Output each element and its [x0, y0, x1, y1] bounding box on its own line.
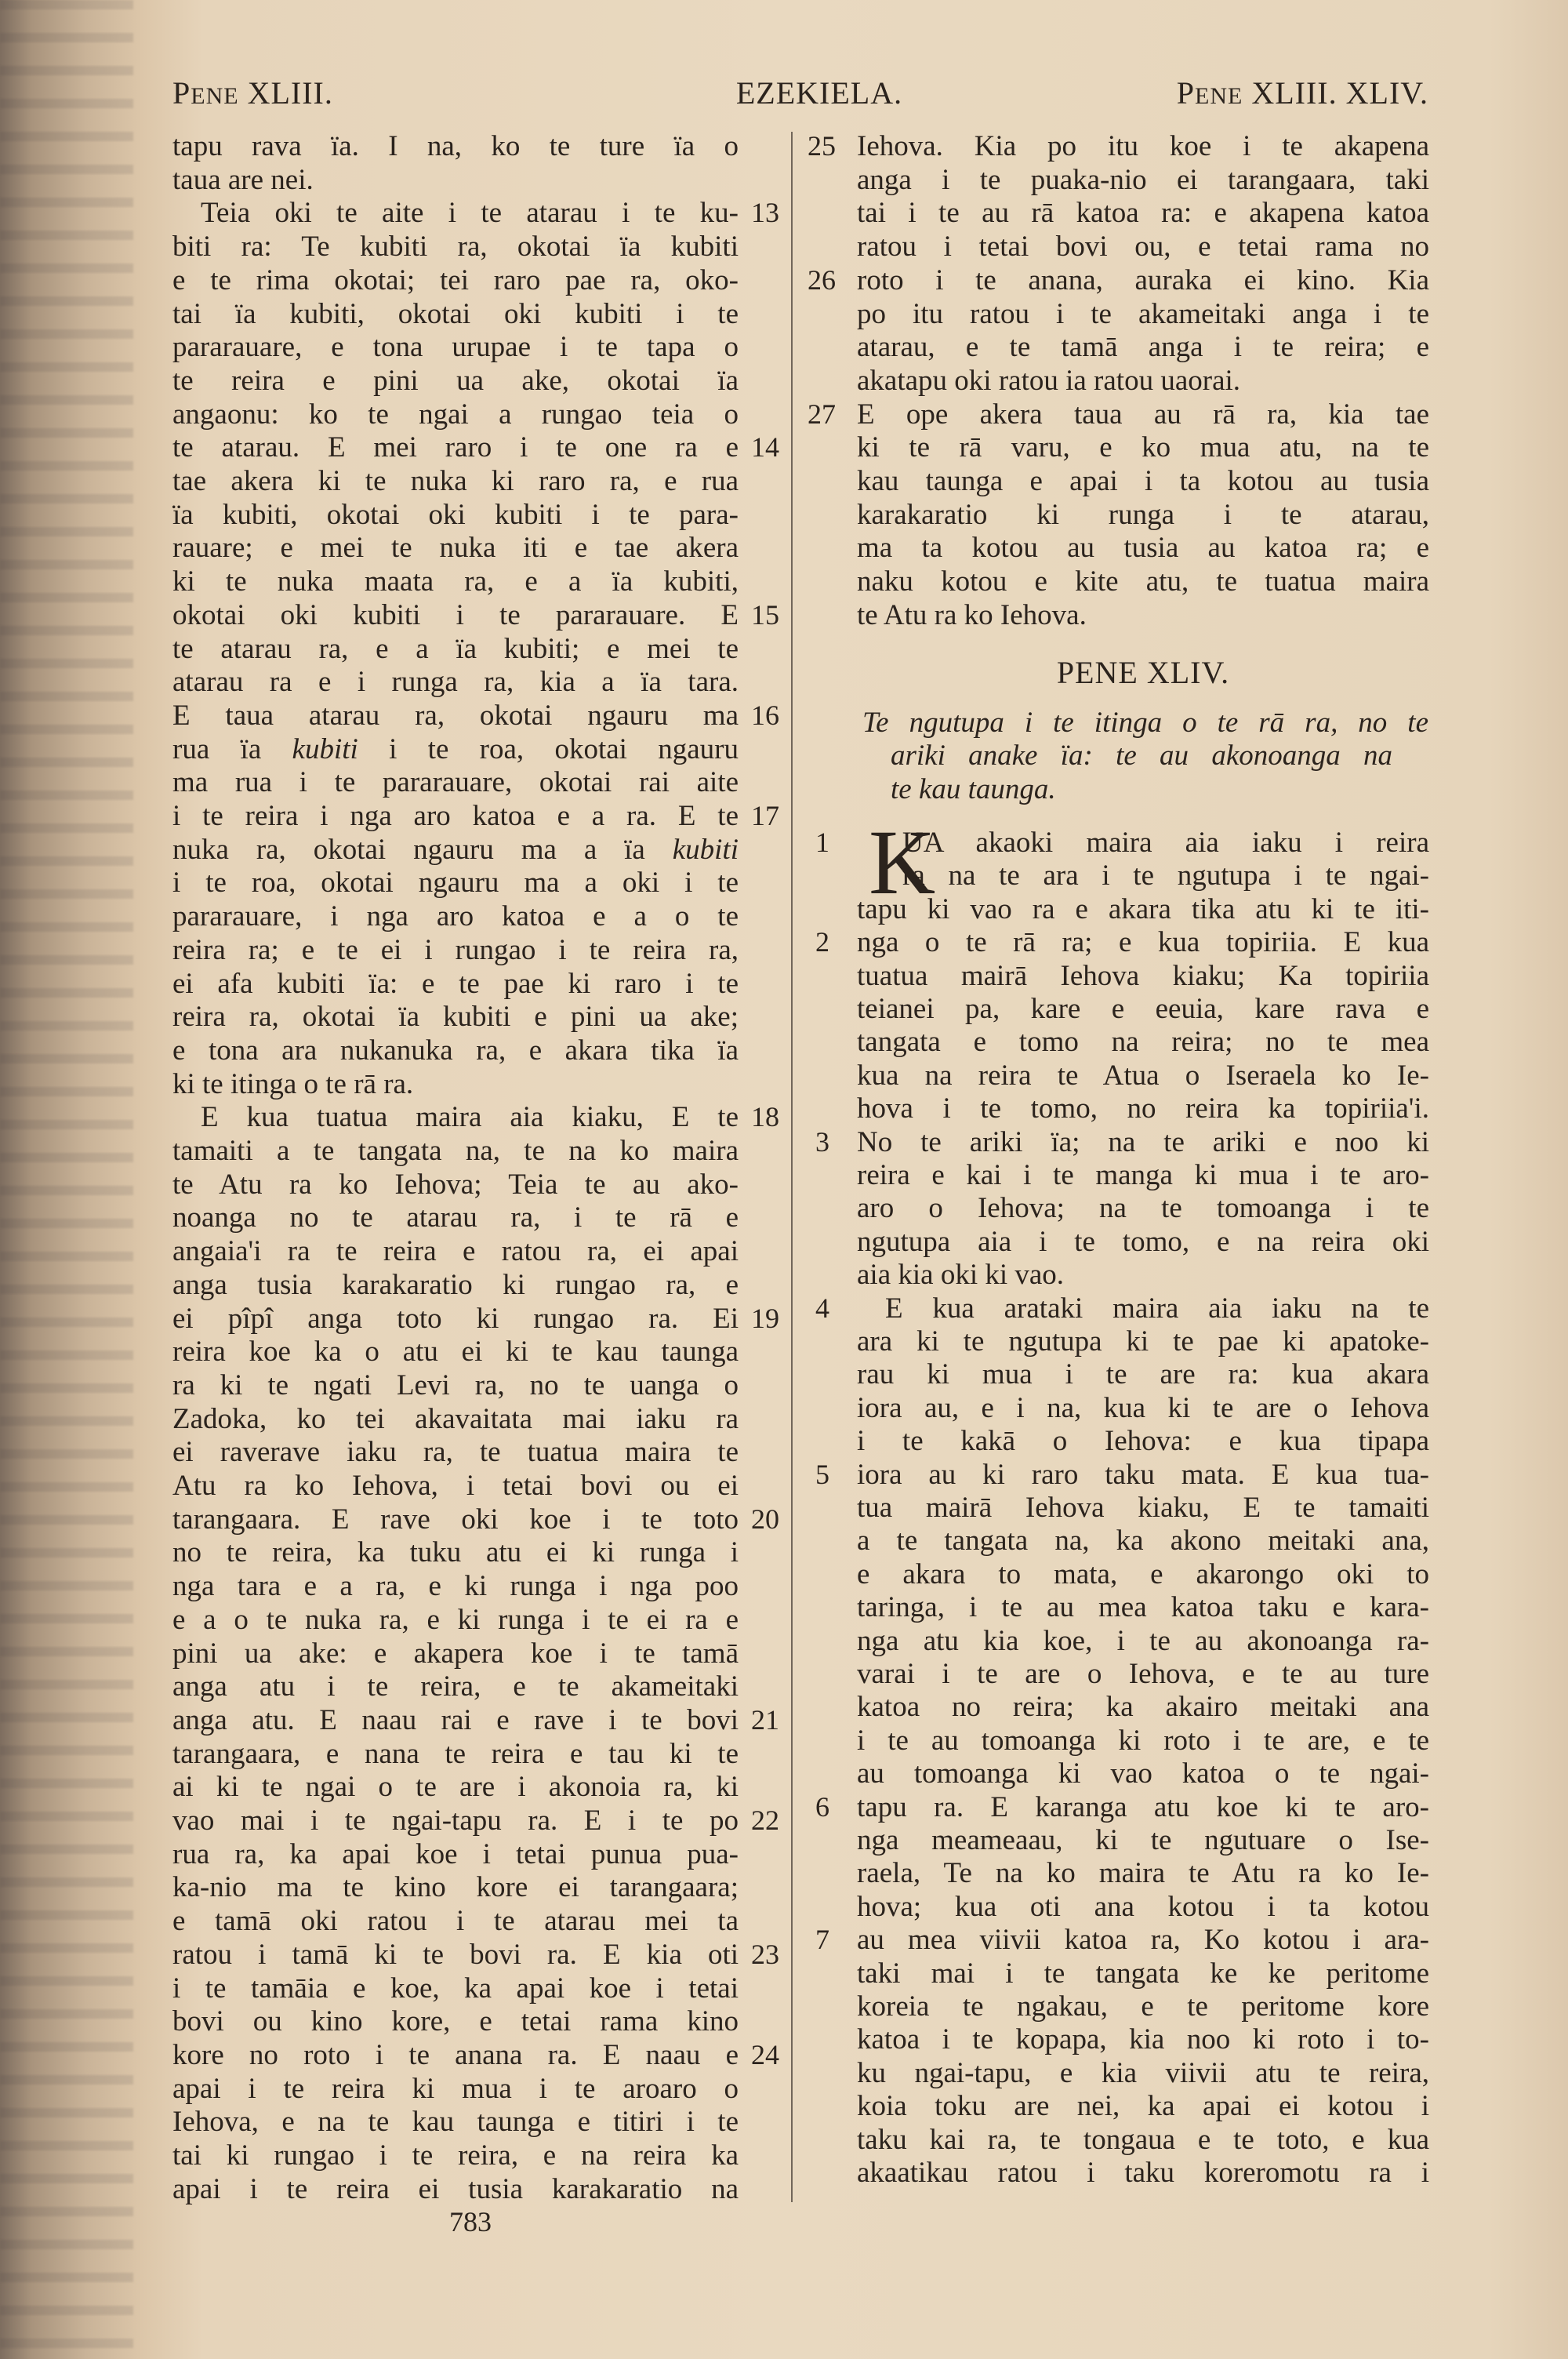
verse-number: 6	[815, 1790, 829, 1823]
text-line: te reira e pini ua ake, okotai ïa	[172, 364, 739, 397]
text-line: naku kotou e kite atu, te tuatua maira	[857, 565, 1429, 598]
text-line: okotai oki kubiti i te pararauare. E	[172, 598, 739, 631]
running-head-right	[1177, 75, 1428, 111]
text-line: koreia te ngakau, e te peritome kore	[857, 1990, 1429, 2023]
text-line	[172, 833, 739, 867]
verse-number: 4	[815, 1292, 829, 1324]
text-line: aia kia oki ki vao.	[857, 1259, 1065, 1292]
text-line: tuatua mairā Iehova kiaku; Ka topiriia	[857, 959, 1429, 992]
verse-number: 3	[815, 1125, 829, 1158]
text-line: atarau ra e i runga ra, kia a ïa tara.	[172, 666, 739, 699]
page-number: 783	[449, 2206, 492, 2237]
text-line: tua mairā Iehova kiaku, E te tamaiti	[857, 1492, 1429, 1524]
drop-cap: K	[869, 811, 936, 914]
text-line: ratou i tetai bovi ou, e tetai rama no	[857, 231, 1429, 264]
verse-number: 20	[751, 1503, 779, 1535]
text-line: No te ariki ïa; na te ariki e noo ki	[857, 1125, 1429, 1158]
text-line: varai i te are o Iehova, e te au ture	[857, 1658, 1429, 1690]
text-line: ngutupa aia i te tomo, e na reira oki	[857, 1225, 1429, 1258]
text-line: Teia oki te aite i te atarau i te ku-	[201, 197, 739, 230]
verse-number: 5	[815, 1458, 829, 1490]
text-line: au tomoanga ki vao katoa o te ngai-	[857, 1757, 1429, 1790]
text-line: ki te rā varu, e ko mua atu, na te	[857, 431, 1429, 464]
text-line: Zadoka, ko tei akavaitata mai iaku ra	[172, 1402, 739, 1435]
verse-number: 14	[751, 431, 779, 463]
text-line: E kua tuatua maira aia kiaku, E te	[201, 1101, 739, 1134]
text-line: ra na te ara i te ngutupa i te ngai-	[902, 860, 1429, 892]
verse-number: 22	[751, 1805, 779, 1836]
text-line: tapu ra. E karanga atu koe ki te aro-	[857, 1790, 1429, 1823]
text-line: akaatikau ratou i taku koreromotu ra i	[857, 2157, 1429, 2189]
text-line: anga atu i te reira, e te akameitaki	[172, 1670, 739, 1703]
text-line: kau taunga e apai i ta kotou au tusia	[857, 465, 1429, 497]
text-line: ïa kubiti, okotai oki kubiti i te para-	[172, 498, 739, 531]
text-line: e a o te nuka ra, e ki runga i te ei ra e	[172, 1603, 739, 1636]
text-line: ei raverave iaku ra, te tuatua maira te	[172, 1436, 739, 1469]
text-line: aro o Iehova; na te tomoanga i te	[857, 1192, 1429, 1225]
verse-number: 17	[751, 800, 779, 831]
text-line: a te tangata na, ka akono meitaki ana,	[857, 1525, 1429, 1558]
verse-number: 18	[751, 1101, 779, 1133]
text-line: ki te itinga o te rā ra.	[172, 1067, 414, 1100]
text-line: pini ua ake: e akapera koe i te tamā	[172, 1637, 739, 1670]
text-line	[172, 732, 739, 766]
text-line: tai ki rungao i te reira, e na reira ka	[172, 2139, 739, 2172]
running-head-right-smallcaps: ENE	[1195, 83, 1243, 109]
text-line: po itu ratou i te akameitaki anga i te	[857, 297, 1429, 330]
text-line: katoa i te kopapa, kia noo ki roto i to-	[857, 2023, 1429, 2056]
verse-number: 13	[751, 197, 779, 229]
text-line: pararauare, i nga aro katoa e a o te	[172, 900, 739, 933]
chapter-heading: PENE XLIV.	[1056, 655, 1230, 690]
text-line: iora au ki raro taku mata. E kua tua-	[857, 1458, 1429, 1491]
verse-number: 23	[751, 1938, 779, 1970]
summary-line: te kau taunga.	[891, 772, 1056, 805]
text-segment: rua ïa	[172, 732, 292, 765]
running-head-left-smallcaps: ENE	[191, 83, 239, 109]
text-line: tapu ki vao ra e akara tika atu ki te iti-	[857, 892, 1429, 925]
text-line: E ope akera taua au rā ra, kia tae	[857, 398, 1429, 431]
text-line: e tona ara nukanuka ra, e akara tika ïa	[172, 1034, 739, 1067]
text-line: te Atu ra ko Iehova; Teia te au ako-	[172, 1168, 739, 1201]
text-line: rua ra, ka apai koe i tetai punua pua-	[172, 1837, 739, 1870]
text-line: anga atu. E naau rai e rave i te bovi	[172, 1703, 739, 1736]
italic-word: kubiti	[292, 732, 358, 765]
text-line: ki te nuka maata ra, e a ïa kubiti,	[172, 565, 739, 598]
text-line: tarangaara. E rave oki koe i te toto	[172, 1503, 739, 1536]
verse-number: 26	[808, 264, 836, 296]
text-line: kore no roto i te anana ra. E naau e	[172, 2038, 739, 2071]
column-divider	[791, 132, 793, 2202]
italic-word: kubiti	[672, 833, 739, 866]
text-line: tapu rava ïa. I na, ko te ture ïa o	[172, 130, 739, 162]
text-line: noanga no te atarau ra, i te rā e	[172, 1201, 739, 1234]
text-line: taki mai i te tangata ke ke peritome	[857, 1957, 1429, 1990]
text-line: no te reira, ka tuku atu ei ki runga i	[172, 1536, 739, 1569]
summary-line: Te ngutupa i te itinga o te rā ra, no te	[862, 707, 1428, 739]
text-line: Iehova. Kia po itu koe i te akapena	[857, 130, 1429, 162]
text-line: iora au, e i na, kua ki te are o Iehova	[857, 1391, 1429, 1424]
verse-number: 1	[815, 827, 829, 858]
text-line: taua are nei.	[172, 163, 314, 196]
text-line: te Atu ra ko Iehova.	[857, 598, 1087, 631]
text-line: roto i te anana, auraka ei kino. Kia	[857, 264, 1429, 296]
text-line: apai i te reira ei tusia karakaratio na	[172, 2172, 739, 2205]
text-line: karakaratio ki runga i te atarau,	[857, 498, 1429, 531]
text-line: reira ra, okotai ïa kubiti e pini ua ake;	[172, 1001, 739, 1034]
text-line: te atarau ra, e a ïa kubiti; e mei te	[172, 632, 739, 665]
text-line: tangata e tomo na reira; no te mea	[857, 1026, 1429, 1059]
text-line: tae akera ki te nuka ki raro ra, e rua	[172, 465, 739, 497]
text-line: ara ki te ngutupa ki te pae ki apatoke-	[857, 1325, 1429, 1358]
summary-line: ariki anake ïa: te au akonoanga na	[891, 740, 1392, 772]
text-line: tamaiti a te tangata na, te na ko maira	[172, 1135, 739, 1167]
text-line: taku kai ra, te tongaua e te toto, e kua	[857, 2123, 1429, 2156]
text-line: reira ra; e te ei i rungao i te reira ra,	[172, 933, 739, 966]
text-line: atarau, e te tamā anga i te reira; e	[857, 331, 1429, 364]
running-head-left-initial: P	[172, 75, 191, 111]
running-head-left	[172, 75, 333, 111]
running-head-left-chapter: XLIII.	[238, 75, 333, 111]
verse-number: 25	[808, 130, 836, 162]
text-segment: nuka ra, okotai ngauru ma a ïa	[172, 833, 673, 866]
verse-number: 19	[751, 1302, 779, 1334]
text-line: te atarau. E mei raro i te one ra e	[172, 431, 739, 464]
verse-number: 24	[751, 2038, 779, 2070]
text-line: tai ïa kubiti, okotai oki kubiti i te	[172, 297, 739, 330]
text-line: biti ra: Te kubiti ra, okotai ïa kubiti	[172, 231, 739, 264]
text-line: i te kakā o Iehova: e kua tipapa	[857, 1425, 1429, 1458]
text-line: koia toku are nei, ka apai ei kotou i	[857, 2090, 1429, 2123]
text-line: bovi ou kino kore, e tetai rama kino	[172, 2005, 739, 2038]
text-line: akatapu oki ratou ia ratou uaorai.	[857, 364, 1241, 397]
text-line: E kua arataki maira aia iaku na te	[885, 1292, 1429, 1325]
text-line: i te reira i nga aro katoa e a ra. E te	[172, 800, 739, 832]
text-line: ratou i tamā ki te bovi ra. E kia oti	[172, 1938, 739, 1971]
verse-number: 7	[815, 1924, 829, 1956]
text-line: rau ki mua i te are ra: kua akara	[857, 1358, 1429, 1391]
text-line: teianei pa, kare e eeuia, kare rava e	[857, 993, 1429, 1025]
text-line: ma rua i te pararauare, okotai rai aite	[172, 766, 739, 799]
text-line: e akara to mata, e akarongo oki to	[857, 1558, 1429, 1590]
text-segment: i te roa, okotai ngauru	[358, 732, 739, 765]
text-line: kua na reira te Atua o Iseraela ko Ie-	[857, 1059, 1429, 1092]
text-line: reira e kai i te manga ki mua i te aro-	[857, 1159, 1429, 1191]
text-line: ma ta kotou au tusia au katoa ra; e	[857, 532, 1429, 565]
text-line: Atu ra ko Iehova, i tetai bovi ou ei	[172, 1470, 739, 1502]
verse-number: 2	[815, 926, 829, 958]
text-line: i te tamāia e koe, ka apai koe i tetai	[172, 1972, 739, 2005]
text-line: raela, Te na ko maira te Atu ra ko Ie-	[857, 1857, 1429, 1890]
text-line: nga meameaau, ki te ngutuare o Ise-	[857, 1824, 1429, 1856]
text-line: katoa no reira; ka akairo meitaki ana	[857, 1691, 1429, 1724]
text-line: anga i te puaka-nio ei tarangaara, taki	[857, 163, 1429, 196]
text-line: hova i te tomo, no reira ka topiriia'i.	[857, 1092, 1429, 1125]
text-line: ra ki te ngati Levi ra, no te uanga o	[172, 1369, 739, 1401]
text-line: e te rima okotai; tei raro pae ra, oko-	[172, 264, 739, 296]
text-line: i te au tomoanga ki roto i te are, e te	[857, 1724, 1429, 1757]
facing-page-gutter	[0, 0, 133, 2359]
text-line: pararauare, e tona urupae i te tapa o	[172, 331, 739, 364]
verse-number: 16	[751, 699, 779, 731]
text-line: ka-nio ma te kino kore ei tarangaara;	[172, 1871, 739, 1904]
text-line: tarangaara, e nana te reira e tau ki te	[172, 1737, 739, 1770]
text-line: ku ngai-tapu, e kia viivii atu te reira,	[857, 2056, 1429, 2089]
text-line: UA akaoki maira aia iaku i reira	[902, 827, 1429, 859]
text-line: hova; kua oti ana kotou i ta kotou	[857, 1890, 1429, 1923]
text-line: apai i te reira ki mua i te aroaro o	[172, 2072, 739, 2105]
text-line: angaonu: ko te ngai a rungao teia o	[172, 398, 739, 431]
text-line: ei afa kubiti ïa: e te pae ki raro i te	[172, 967, 739, 1000]
text-line: taringa, i te au mea katoa taku e kara-	[857, 1591, 1429, 1624]
text-line: tai i te au rā katoa ra: e akapena katoa	[857, 197, 1429, 230]
text-line: nga atu kia koe, i te au akonoanga ra-	[857, 1624, 1429, 1657]
running-head-right-chapters: XLIII. XLIV.	[1243, 75, 1428, 111]
text-line: ai ki te ngai o te are i akonoia ra, ki	[172, 1771, 739, 1804]
text-line: rauare; e mei te nuka iti e tae akera	[172, 532, 739, 565]
text-line: anga tusia karakaratio ki rungao ra, e	[172, 1268, 739, 1301]
running-head-book: EZEKIELA.	[735, 75, 903, 111]
text-line: au mea viivii katoa ra, Ko kotou i ara-	[857, 1924, 1429, 1957]
text-line: e tamā oki ratou i te atarau mei ta	[172, 1905, 739, 1938]
text-line: Iehova, e na te kau taunga e titiri i te	[172, 2106, 739, 2139]
verse-number: 15	[751, 598, 779, 631]
verse-number: 27	[808, 398, 836, 430]
text-line: ei pîpî anga toto ki rungao ra. Ei	[172, 1302, 739, 1335]
text-line: vao mai i te ngai-tapu ra. E i te po	[172, 1805, 739, 1837]
text-line: i te roa, okotai ngauru ma a oki i te	[172, 867, 739, 900]
running-head-right-initial: P	[1176, 75, 1196, 111]
verse-number: 21	[751, 1703, 779, 1736]
text-line: angaia'i ra te reira e ratou ra, ei apai	[172, 1235, 739, 1268]
text-line: E taua atarau ra, okotai ngauru ma	[172, 699, 739, 732]
text-line: nga o te rā ra; e kua topiriia. E kua	[857, 926, 1429, 959]
text-line: reira koe ka o atu ei ki te kau taunga	[172, 1336, 739, 1369]
text-line: nga tara e a ra, e ki runga i nga poo	[172, 1570, 739, 1603]
